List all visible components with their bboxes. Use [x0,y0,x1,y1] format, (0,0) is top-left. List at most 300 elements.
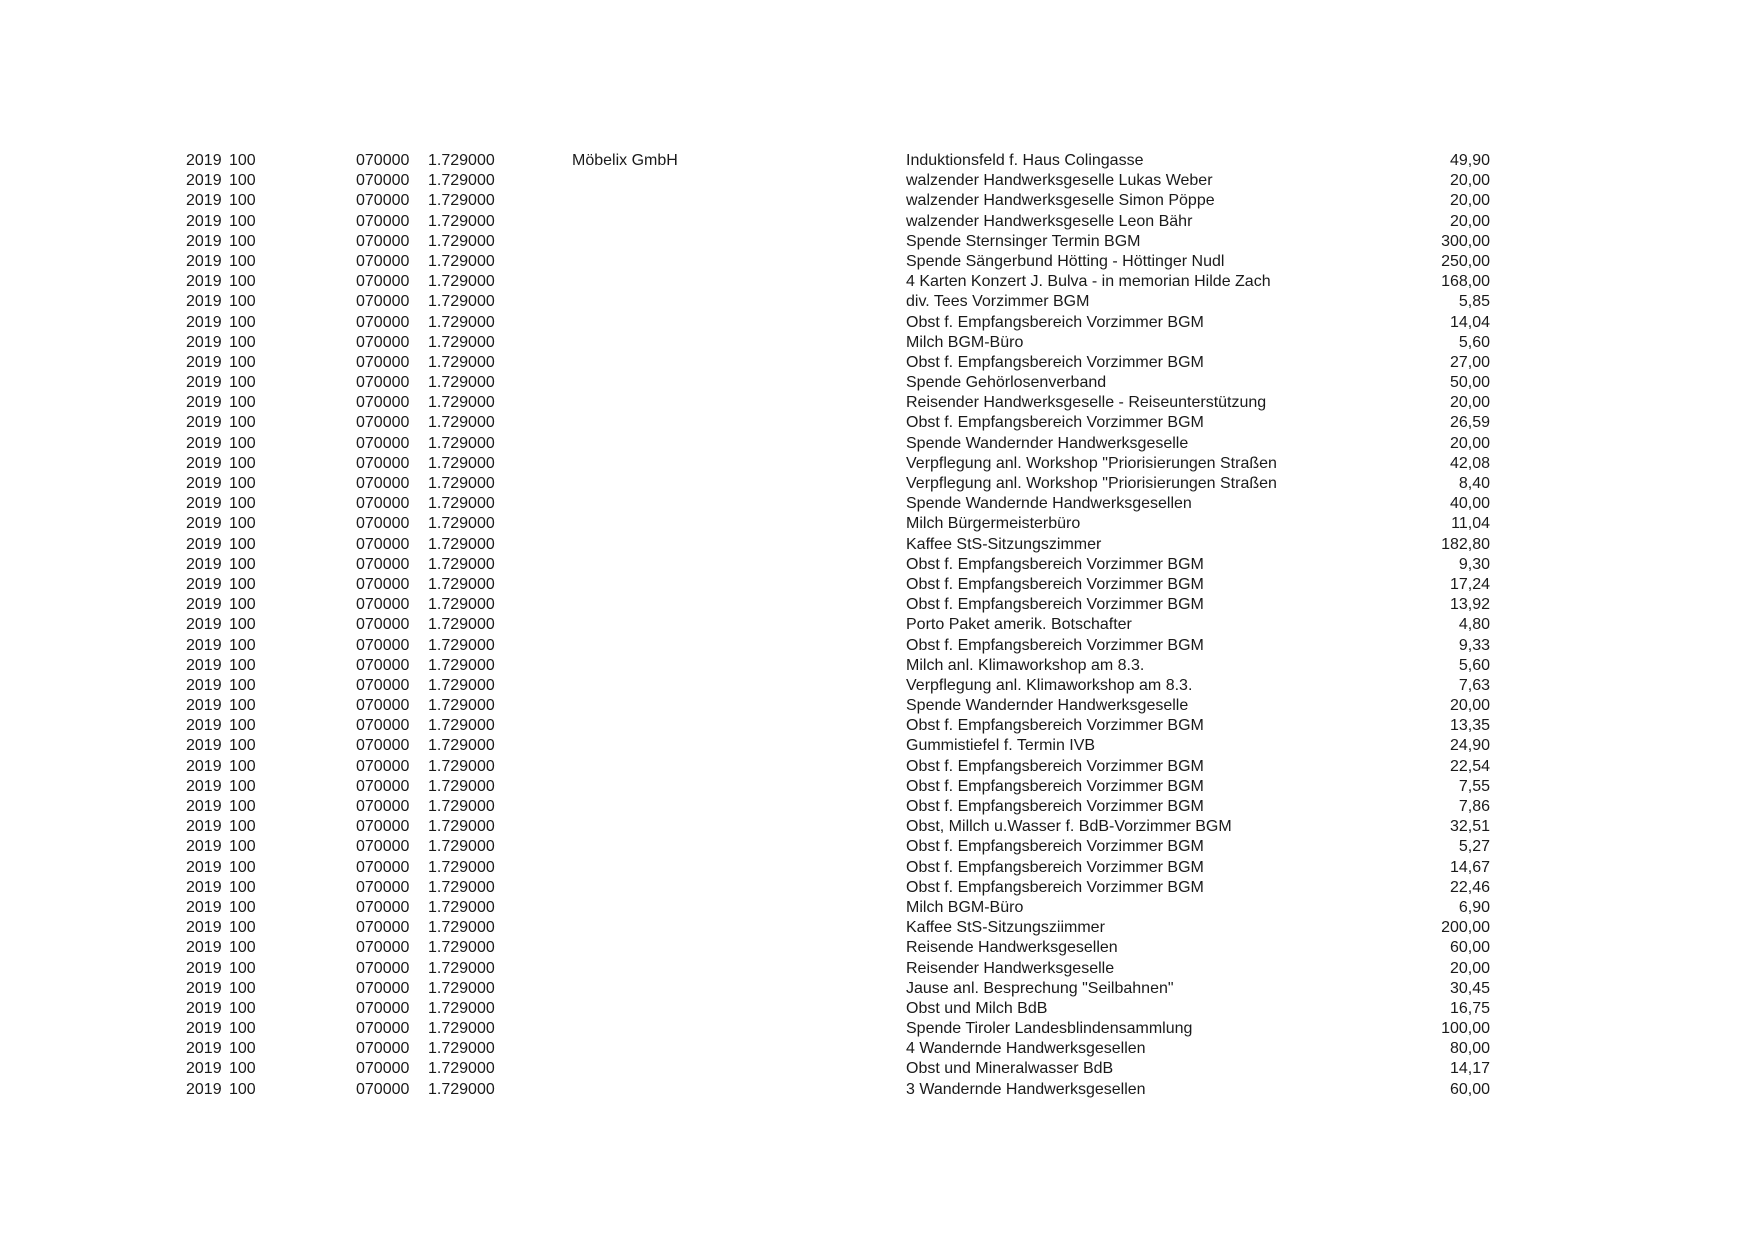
amount-cell: 20,00 [1449,212,1490,230]
description-cell: Verpflegung anl. Workshop "Priorisierungen Straßen [906,454,1277,472]
description-cell: Spende Sängerbund Hötting - Höttinger Nudl [906,252,1225,270]
description-cell: Induktionsfeld f. Haus Colingasse [906,152,1144,169]
amount-cell: 60,00 [1449,1080,1490,1098]
number-cell: 1.729000 [428,878,495,896]
year-cell: 2019 [186,575,222,593]
description-cell: Milch Bürgermeisterbüro [906,515,1081,533]
table-row [0,858,1754,878]
number-cell: 1.729000 [428,939,495,957]
account-cell: 070000 [356,979,410,997]
year-cell: 2019 [186,838,222,856]
code-cell: 100 [229,838,256,856]
description-cell: Reisender Handwerksgeselle - Reiseunterstützung [906,394,1267,412]
code-cell: 100 [229,878,256,896]
table-row [0,979,1754,999]
number-cell: 1.729000 [428,555,495,573]
table-row [0,191,1754,211]
number-cell: 1.729000 [428,152,495,169]
number-cell: 1.729000 [428,636,495,654]
account-cell: 070000 [356,495,410,513]
account-cell: 070000 [356,838,410,856]
account-cell: 070000 [356,313,410,331]
year-cell: 2019 [186,313,222,331]
account-cell: 070000 [356,212,410,230]
description-cell: Obst f. Empfangsbereich Vorzimmer BGM [906,596,1204,614]
number-cell: 1.729000 [428,414,495,432]
account-cell: 070000 [356,192,410,210]
description-cell: walzender Handwerksgeselle Leon Bähr [906,212,1193,230]
amount-cell: 9,33 [1458,636,1490,654]
number-cell: 1.729000 [428,394,495,412]
table-row [0,313,1754,333]
description-cell: Obst, Millch u.Wasser f. BdB-Vorzimmer BGM [906,818,1232,836]
table-row [0,595,1754,615]
year-cell: 2019 [186,475,222,492]
year-cell: 2019 [186,1040,222,1058]
description-cell: Obst f. Empfangsbereich Vorzimmer BGM [906,798,1204,815]
table-row [0,1059,1754,1079]
year-cell: 2019 [186,1020,222,1038]
year-cell: 2019 [186,757,222,775]
account-cell: 070000 [356,353,410,371]
year-cell: 2019 [186,676,222,694]
amount-cell: 7,63 [1458,676,1490,694]
number-cell: 1.729000 [428,1040,495,1058]
year-cell: 2019 [186,232,222,250]
year-cell: 2019 [186,172,222,190]
number-cell: 1.729000 [428,616,495,634]
number-cell: 1.729000 [428,858,495,876]
account-cell: 070000 [356,1080,410,1098]
amount-cell: 6,90 [1458,898,1490,916]
code-cell: 100 [229,858,256,876]
year-cell: 2019 [186,555,222,573]
year-cell: 2019 [186,454,222,472]
code-cell: 100 [229,939,256,957]
ledger-table [0,151,1754,1100]
description-cell: Obst f. Empfangsbereich Vorzimmer BGM [906,858,1204,876]
number-cell: 1.729000 [428,374,495,392]
amount-cell: 26,59 [1449,414,1490,432]
amount-cell: 5,85 [1458,293,1490,311]
table-row [0,413,1754,433]
year-cell: 2019 [186,818,222,836]
amount-cell: 182,80 [1441,535,1490,553]
year-cell: 2019 [186,374,222,392]
table-row [0,696,1754,716]
account-cell: 070000 [356,616,410,634]
amount-cell: 22,54 [1449,757,1490,775]
account-cell: 070000 [356,737,410,755]
account-cell: 070000 [356,777,410,795]
amount-cell: 13,35 [1449,717,1490,735]
amount-cell: 60,00 [1449,939,1490,957]
table-row [0,575,1754,595]
year-cell: 2019 [186,878,222,896]
table-row [0,454,1754,474]
code-cell: 100 [229,818,256,836]
table-row [0,151,1754,171]
description-cell: 4 Karten Konzert J. Bulva - in memorian Hilde Zach [906,273,1271,291]
year-cell: 2019 [186,1080,222,1098]
table-row [0,393,1754,413]
code-cell: 100 [229,192,256,210]
code-cell: 100 [229,979,256,997]
table-row [0,535,1754,555]
table-row [0,232,1754,252]
year-cell: 2019 [186,293,222,311]
amount-cell: 30,45 [1449,979,1490,997]
description-cell: Obst f. Empfangsbereich Vorzimmer BGM [906,777,1204,795]
description-cell: Obst f. Empfangsbereich Vorzimmer BGM [906,636,1204,654]
account-cell: 070000 [356,717,410,735]
table-row [0,373,1754,393]
year-cell: 2019 [186,596,222,614]
description-cell: Spende Tiroler Landesblindensammlung [906,1020,1193,1038]
amount-cell: 13,92 [1449,596,1490,614]
number-cell: 1.729000 [428,293,495,311]
table-row [0,716,1754,736]
account-cell: 070000 [356,1060,410,1078]
amount-cell: 14,67 [1449,858,1490,876]
code-cell: 100 [229,434,256,452]
number-cell: 1.729000 [428,575,495,593]
table-row [0,918,1754,938]
code-cell: 100 [229,737,256,755]
code-cell: 100 [229,757,256,775]
number-cell: 1.729000 [428,596,495,614]
description-cell: Milch BGM-Büro [906,333,1024,351]
code-cell: 100 [229,414,256,432]
account-cell: 070000 [356,959,410,977]
code-cell: 100 [229,212,256,230]
number-cell: 1.729000 [428,676,495,694]
number-cell: 1.729000 [428,434,495,452]
code-cell: 100 [229,555,256,573]
description-cell: Milch anl. Klimaworkshop am 8.3. [906,656,1145,674]
number-cell: 1.729000 [428,838,495,856]
amount-cell: 11,04 [1451,515,1490,533]
amount-cell: 20,00 [1449,394,1490,412]
amount-cell: 14,17 [1449,1060,1490,1078]
description-cell: Obst f. Empfangsbereich Vorzimmer BGM [906,555,1204,573]
table-row [0,656,1754,676]
account-cell: 070000 [356,374,410,392]
account-cell: 070000 [356,798,410,815]
account-cell: 070000 [356,454,410,472]
amount-cell: 40,00 [1449,495,1490,513]
code-cell: 100 [229,777,256,795]
account-cell: 070000 [356,172,410,190]
description-cell: Obst f. Empfangsbereich Vorzimmer BGM [906,878,1204,896]
year-cell: 2019 [186,353,222,371]
table-row [0,878,1754,898]
amount-cell: 16,75 [1449,999,1490,1017]
number-cell: 1.729000 [428,232,495,250]
description-cell: Gummistiefel f. Termin IVB [906,737,1096,755]
account-cell: 070000 [356,898,410,916]
code-cell: 100 [229,1080,256,1098]
number-cell: 1.729000 [428,919,495,937]
amount-cell: 250,00 [1441,252,1490,270]
account-cell: 070000 [356,475,410,492]
code-cell: 100 [229,798,256,815]
amount-cell: 20,00 [1449,192,1490,210]
description-cell: Obst f. Empfangsbereich Vorzimmer BGM [906,414,1204,432]
number-cell: 1.729000 [428,515,495,533]
amount-cell: 42,08 [1449,454,1490,472]
number-cell: 1.729000 [428,979,495,997]
table-row [0,757,1754,777]
code-cell: 100 [229,656,256,674]
account-cell: 070000 [356,858,410,876]
table-row [0,474,1754,494]
number-cell: 1.729000 [428,757,495,775]
number-cell: 1.729000 [428,717,495,735]
table-row [0,837,1754,857]
table-row [0,797,1754,817]
table-row [0,898,1754,918]
table-row [0,333,1754,353]
code-cell: 100 [229,252,256,270]
amount-cell: 22,46 [1449,878,1490,896]
table-row [0,555,1754,575]
description-cell: Obst f. Empfangsbereich Vorzimmer BGM [906,717,1204,735]
code-cell: 100 [229,999,256,1017]
code-cell: 100 [229,636,256,654]
amount-cell: 5,60 [1458,333,1490,351]
description-cell: Obst und Milch BdB [906,999,1048,1017]
account-cell: 070000 [356,1040,410,1058]
year-cell: 2019 [186,273,222,291]
description-cell: Spende Sternsinger Termin BGM [906,232,1141,250]
account-cell: 070000 [356,152,410,169]
amount-cell: 80,00 [1449,1040,1490,1058]
amount-cell: 20,00 [1449,959,1490,977]
year-cell: 2019 [186,939,222,957]
year-cell: 2019 [186,777,222,795]
amount-cell: 49,90 [1449,152,1490,169]
table-row [0,292,1754,312]
number-cell: 1.729000 [428,959,495,977]
account-cell: 070000 [356,1020,410,1038]
year-cell: 2019 [186,535,222,553]
code-cell: 100 [229,454,256,472]
description-cell: walzender Handwerksgeselle Lukas Weber [906,172,1213,190]
amount-cell: 168,00 [1441,273,1490,291]
table-row [0,636,1754,656]
code-cell: 100 [229,676,256,694]
code-cell: 100 [229,293,256,311]
number-cell: 1.729000 [428,212,495,230]
year-cell: 2019 [186,919,222,937]
number-cell: 1.729000 [428,898,495,916]
year-cell: 2019 [186,333,222,351]
description-cell: 3 Wandernde Handwerksgesellen [906,1080,1146,1098]
description-cell: Verpflegung anl. Klimaworkshop am 8.3. [906,676,1193,694]
table-row [0,514,1754,534]
code-cell: 100 [229,535,256,553]
year-cell: 2019 [186,434,222,452]
code-cell: 100 [229,1040,256,1058]
code-cell: 100 [229,172,256,190]
account-cell: 070000 [356,999,410,1017]
number-cell: 1.729000 [428,333,495,351]
amount-cell: 27,00 [1449,353,1490,371]
number-cell: 1.729000 [428,475,495,492]
description-cell: Reisender Handwerksgeselle [906,959,1115,977]
year-cell: 2019 [186,212,222,230]
account-cell: 070000 [356,414,410,432]
table-row [0,434,1754,454]
year-cell: 2019 [186,898,222,916]
table-row [0,777,1754,797]
year-cell: 2019 [186,152,222,169]
number-cell: 1.729000 [428,999,495,1017]
code-cell: 100 [229,313,256,331]
amount-cell: 20,00 [1449,697,1490,715]
description-cell: Obst f. Empfangsbereich Vorzimmer BGM [906,575,1204,593]
amount-cell: 5,27 [1458,838,1490,856]
number-cell: 1.729000 [428,1020,495,1038]
year-cell: 2019 [186,717,222,735]
table-row [0,272,1754,292]
account-cell: 070000 [356,575,410,593]
table-row [0,817,1754,837]
code-cell: 100 [229,575,256,593]
account-cell: 070000 [356,333,410,351]
code-cell: 100 [229,697,256,715]
year-cell: 2019 [186,192,222,210]
account-cell: 070000 [356,555,410,573]
account-cell: 070000 [356,656,410,674]
table-row [0,676,1754,696]
description-cell: Kaffee StS-Sitzungszimmer [906,535,1102,553]
number-cell: 1.729000 [428,313,495,331]
number-cell: 1.729000 [428,737,495,755]
code-cell: 100 [229,273,256,291]
year-cell: 2019 [186,798,222,815]
number-cell: 1.729000 [428,273,495,291]
description-cell: walzender Handwerksgeselle Simon Pöppe [906,192,1215,210]
amount-cell: 4,80 [1458,616,1490,634]
table-row [0,353,1754,373]
code-cell: 100 [229,394,256,412]
code-cell: 100 [229,475,256,492]
code-cell: 100 [229,919,256,937]
description-cell: Spende Wandernder Handwerksgeselle [906,434,1189,452]
amount-cell: 9,30 [1458,555,1490,573]
year-cell: 2019 [186,858,222,876]
amount-cell: 32,51 [1449,818,1490,836]
amount-cell: 24,90 [1449,737,1490,755]
account-cell: 070000 [356,636,410,654]
number-cell: 1.729000 [428,798,495,815]
table-row [0,938,1754,958]
year-cell: 2019 [186,959,222,977]
number-cell: 1.729000 [428,353,495,371]
number-cell: 1.729000 [428,1080,495,1098]
amount-cell: 5,60 [1458,656,1490,674]
amount-cell: 17,24 [1449,575,1490,593]
number-cell: 1.729000 [428,495,495,513]
table-row [0,999,1754,1019]
description-cell: Verpflegung anl. Workshop "Priorisierungen Straßen [906,475,1277,492]
year-cell: 2019 [186,394,222,412]
year-cell: 2019 [186,515,222,533]
account-cell: 070000 [356,434,410,452]
description-cell: div. Tees Vorzimmer BGM [906,293,1090,311]
number-cell: 1.729000 [428,777,495,795]
account-cell: 070000 [356,878,410,896]
amount-cell: 200,00 [1441,919,1490,937]
code-cell: 100 [229,1060,256,1078]
description-cell: Porto Paket amerik. Botschafter [906,616,1132,634]
code-cell: 100 [229,333,256,351]
description-cell: 4 Wandernde Handwerksgesellen [906,1040,1146,1058]
number-cell: 1.729000 [428,192,495,210]
description-cell: Reisende Handwerksgesellen [906,939,1118,957]
year-cell: 2019 [186,1060,222,1078]
description-cell: Spende Gehörlosenverband [906,374,1107,392]
account-cell: 070000 [356,535,410,553]
amount-cell: 20,00 [1449,172,1490,190]
description-cell: Obst f. Empfangsbereich Vorzimmer BGM [906,757,1204,775]
table-row [0,1039,1754,1059]
account-cell: 070000 [356,919,410,937]
code-cell: 100 [229,232,256,250]
table-row [0,494,1754,514]
code-cell: 100 [229,717,256,735]
year-cell: 2019 [186,656,222,674]
description-cell: Spende Wandernde Handwerksgesellen [906,495,1192,513]
vendor-cell: Möbelix GmbH [572,152,678,169]
account-cell: 070000 [356,252,410,270]
table-row [0,1019,1754,1039]
year-cell: 2019 [186,697,222,715]
account-cell: 070000 [356,939,410,957]
table-row [0,736,1754,756]
table-row [0,212,1754,232]
account-cell: 070000 [356,818,410,836]
number-cell: 1.729000 [428,697,495,715]
code-cell: 100 [229,616,256,634]
code-cell: 100 [229,515,256,533]
number-cell: 1.729000 [428,1060,495,1078]
account-cell: 070000 [356,394,410,412]
year-cell: 2019 [186,737,222,755]
year-cell: 2019 [186,252,222,270]
year-cell: 2019 [186,979,222,997]
description-cell: Obst f. Empfangsbereich Vorzimmer BGM [906,838,1204,856]
code-cell: 100 [229,374,256,392]
account-cell: 070000 [356,232,410,250]
year-cell: 2019 [186,636,222,654]
table-row [0,615,1754,635]
amount-cell: 7,55 [1458,777,1490,795]
year-cell: 2019 [186,999,222,1017]
code-cell: 100 [229,152,256,169]
code-cell: 100 [229,898,256,916]
amount-cell: 300,00 [1441,232,1490,250]
table-row [0,252,1754,272]
account-cell: 070000 [356,757,410,775]
amount-cell: 20,00 [1449,434,1490,452]
year-cell: 2019 [186,616,222,634]
account-cell: 070000 [356,515,410,533]
description-cell: Obst f. Empfangsbereich Vorzimmer BGM [906,353,1204,371]
account-cell: 070000 [356,697,410,715]
